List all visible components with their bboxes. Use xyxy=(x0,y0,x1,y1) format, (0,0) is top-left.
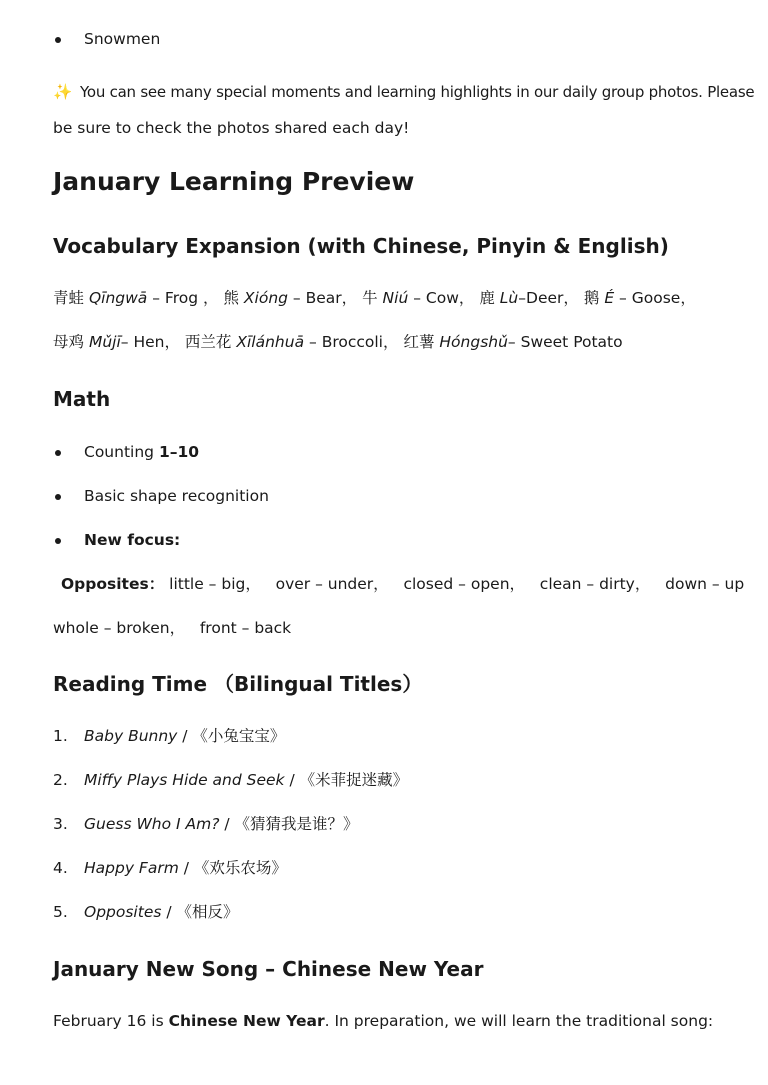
song-heading: January New Song – Chinese New Year xyxy=(53,957,484,981)
opposites-line-2: whole – broken， front – back xyxy=(53,619,292,637)
vocab-en: – Hen xyxy=(120,333,165,351)
book-number: 5. xyxy=(53,903,68,921)
vocab-pinyin: É xyxy=(604,289,615,307)
reading-heading: Reading Time （Bilingual Titles） xyxy=(53,672,423,696)
book-title xyxy=(84,901,239,923)
vocab-sep: ， xyxy=(164,333,180,351)
song-intro-bold: Chinese New Year xyxy=(168,1012,325,1030)
vocab-zh: 熊 xyxy=(223,289,239,307)
vocab-en: – Frog xyxy=(152,289,199,307)
photos-note-line2: be sure to check the photos shared each day! xyxy=(53,119,410,137)
vocab-en: – Broccoli xyxy=(309,333,383,351)
vocab-pinyin: Mǔjī xyxy=(88,333,121,351)
book-title xyxy=(84,725,285,747)
bullet-dot xyxy=(55,538,61,544)
vocab-en: – Bear xyxy=(292,289,342,307)
book-title xyxy=(84,769,408,791)
vocab-zh: 鹅 xyxy=(583,289,600,307)
book-title-zh: / 《米菲捉迷藏》 xyxy=(284,771,409,789)
vocab-line-1 xyxy=(53,287,696,309)
book-title-en: Guess Who I Am? xyxy=(84,815,220,833)
vocab-sep: ， xyxy=(458,289,475,307)
vocab-sep: ， xyxy=(382,333,399,351)
vocab-pinyin: Xīlánhuā xyxy=(236,333,305,351)
vocab-en: – Sweet Potato xyxy=(507,333,623,351)
song-intro-prefix: February 16 is xyxy=(53,1012,169,1030)
book-title-zh: / 《猜猜我是谁？》 xyxy=(219,815,359,833)
book-title xyxy=(84,857,287,879)
counting-label: Counting xyxy=(84,443,159,461)
vocab-zh: 西兰花 xyxy=(184,333,232,351)
counting-range: 1–10 xyxy=(158,443,200,461)
photos-note-line1: You can see many special moments and learning highlights in our daily group photos. Please xyxy=(80,83,755,101)
vocab-pinyin: Lù xyxy=(499,289,519,307)
math-item-shapes: Basic shape recognition xyxy=(84,487,269,505)
vocab-en: – Cow xyxy=(413,289,459,307)
vocab-sep: ， xyxy=(563,289,579,307)
vocabulary-heading: Vocabulary Expansion (with Chinese, Pinyin & English) xyxy=(53,234,669,258)
vocab-zh: 母鸡 xyxy=(53,333,85,351)
vocab-pinyin: Niú xyxy=(382,289,409,307)
book-number: 1. xyxy=(53,727,68,745)
vocab-line-2 xyxy=(53,331,623,353)
vocab-sep: ， xyxy=(680,289,696,307)
vocab-zh: 鹿 xyxy=(479,289,495,307)
vocab-sep: ， xyxy=(341,289,358,307)
bullet-dot xyxy=(55,494,61,500)
book-number: 4. xyxy=(53,859,68,877)
book-title-zh: / 《欢乐农场》 xyxy=(178,859,287,877)
vocab-zh: 牛 xyxy=(362,289,378,307)
book-title-en: Miffy Plays Hide and Seek xyxy=(84,771,285,789)
vocab-en: – Goose xyxy=(619,289,681,307)
vocab-pinyin: Hóngshǔ xyxy=(439,333,508,351)
book-number: 3. xyxy=(53,815,68,833)
vocab-pinyin: Qīngwā xyxy=(88,289,148,307)
book-number: 2. xyxy=(53,771,68,789)
math-item-new-focus: New focus: xyxy=(84,531,181,549)
bullet-dot xyxy=(55,450,61,456)
vocab-en: –Deer xyxy=(518,289,564,307)
book-title-en: Opposites xyxy=(84,903,162,921)
vocab-zh: 青蛙 xyxy=(53,289,85,307)
vocab-zh: 红薯 xyxy=(403,333,435,351)
sparkles-icon: ✨ xyxy=(53,83,73,101)
book-title-en: Happy Farm xyxy=(84,859,179,877)
math-heading: Math xyxy=(53,387,111,411)
book-title-zh: / 《相反》 xyxy=(161,903,239,921)
january-learning-heading: January Learning Preview xyxy=(53,167,415,196)
opposites-line-1 xyxy=(61,573,744,595)
vocab-pinyin: Xióng xyxy=(243,289,288,307)
math-item-counting xyxy=(84,441,199,463)
opposites-pairs: little – big， over – under， closed – open， clean – dirty， down – up xyxy=(169,575,745,593)
book-title-zh: / 《小兔宝宝》 xyxy=(177,727,286,745)
opposites-label: Opposites： xyxy=(61,575,165,593)
book-title-en: Baby Bunny xyxy=(84,727,178,745)
song-intro xyxy=(53,1010,713,1032)
snowmen-list-item: Snowmen xyxy=(84,30,161,48)
vocab-sep: ， xyxy=(198,289,219,307)
song-intro-suffix: . In preparation, we will learn the traditional song: xyxy=(324,1012,714,1030)
book-title xyxy=(84,813,359,835)
bullet-dot xyxy=(55,37,61,43)
